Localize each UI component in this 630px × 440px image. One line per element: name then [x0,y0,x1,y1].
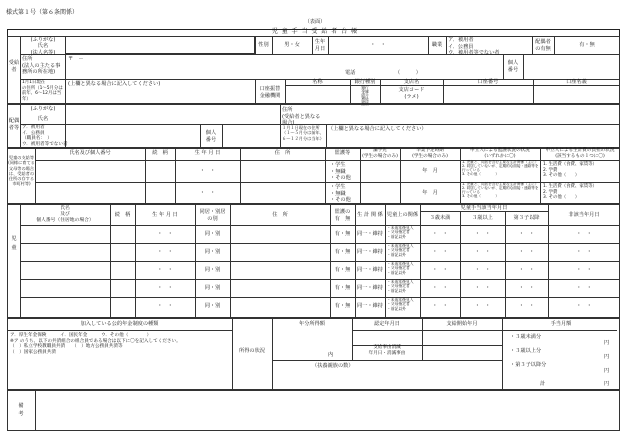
cb-row4-d3[interactable]: ・ ・ [518,285,535,291]
recipient-name-label: 氏名 (法人名等) [30,43,56,56]
children-b-side-label: 児 童 [11,236,33,251]
cb-col-cohabit: 同居・別居 の別 [199,209,226,222]
ca-col-school: 論学先 (学生の場合のみ) [362,148,398,159]
decision-label: 年分所得額 [299,321,325,327]
cb-row2-d2[interactable]: ・ ・ [474,249,491,255]
yen-under3: 円 [604,340,610,346]
spouse-address-field[interactable] [322,105,619,123]
ca-row2-grad[interactable]: 年 月 [422,190,438,196]
sex-value[interactable]: 男・女 [284,42,300,48]
spouse-label: 配偶者 の有無 [535,39,551,52]
cb-row1-d4[interactable]: ・ ・ [576,231,592,237]
cb-row2-d3[interactable]: ・ ・ [518,249,535,255]
ca-row2-burden-options[interactable]: 1. 生活費（食費、家賃等） 2. 学費 3. その他（ ） [543,184,597,200]
bank-label: 口座振替 金融機関 [259,86,281,99]
ca-col-care-status: 申立人による監護状況の状況 (いずれかに〇) [470,148,530,159]
cb-row4-d2[interactable]: ・ ・ [474,285,491,291]
recipient-side-label: 受給者 [8,60,20,73]
branch-code-label: 支店コード [398,87,425,93]
cb-row2-rel[interactable]: ・未成年後見人 ・父母指定者 ・前記以外 [387,243,414,257]
bank-col-type: 銀行種別 [354,79,376,85]
monthly-item-under3: ・３歳未満分 [510,334,542,340]
postal-mark: 〒 － [68,56,84,62]
spouse-jan-address-label: １月１日現在の住所 （１～５月分は前年、６～１２月分は当年） [282,125,324,141]
individual-no-field[interactable] [523,54,620,79]
cb-row3-d2[interactable]: ・ ・ [474,267,491,273]
cb-row4-life[interactable]: 同一・維持 [357,285,383,291]
recipient-kana-label: (ふりがな) [30,37,56,43]
sex-label: 性別 [258,42,269,48]
spouse-individual-no-field[interactable] [222,124,280,148]
branch-code-value[interactable]: (ラメ) [404,94,419,100]
cb-col-name: 氏名 及び 個人番号（住居地の場合） [36,206,94,223]
monthly-label: 手当月額 [550,321,572,327]
change-label: 支給事由消滅 年月日・消滅事由 [368,345,406,356]
cb-row3-d3[interactable]: ・ ・ [518,267,535,273]
bank-col-name: 名称 [312,79,323,85]
individual-no-label: 個人 番号 [507,60,519,73]
cb-row2-date[interactable]: ・ ・ [157,249,173,255]
cb-row1-care[interactable]: 有・無 [334,231,351,237]
cb-row5-care[interactable]: 有・無 [334,303,351,309]
spouse-address-label: 住所 (受給者と異なる場合) [282,107,321,126]
monthly-item-third: ・第３子以降分 [510,362,547,368]
cb-row1-date[interactable]: ・ ・ [157,231,173,237]
cb-sub-col-over3: ３歳以上 [472,215,493,221]
ca-row1-burden-options[interactable]: 1. 生活費（食費、家賃等） 2. 学費 3. その他（ ） [543,162,597,178]
address-label: 住所 (法人の主たる事務所の所在地) [22,56,61,75]
cb-sub-col-under3: ３歳未満 [429,215,451,221]
bank-col-account: 口座番号 [477,79,499,85]
spouse-value[interactable]: 有・無 [579,42,595,48]
cb-row2-cohabit[interactable]: 同・別 [204,249,221,255]
result-label: 所得の状況 [239,348,265,354]
job-options[interactable]: ア．被用者 イ．公務員 ウ．被用者等でない者 [448,37,500,56]
cb-col-eligible: 児童手当該当年月日 [460,205,508,211]
cb-row2-care[interactable]: 有・無 [334,249,351,255]
cb-row5-d3[interactable]: ・ ・ [518,303,535,309]
cb-row1-rel[interactable]: ・未成年後見人 ・父母指定者 ・前記以外 [387,225,414,239]
cb-row5-d4[interactable]: ・ ・ [576,303,592,309]
birth-value[interactable]: ・ ・ [370,42,386,48]
form-number: 様式第１号（第６条関係） [6,9,79,16]
cb-row2-d4[interactable]: ・ ・ [576,249,592,255]
cb-row2-life[interactable]: 同一・維持 [357,249,383,255]
cb-row1-cohabit[interactable]: 同・別 [204,231,221,237]
total-label: 計 [540,381,546,387]
ca-row2-date[interactable]: ・ ・ [199,190,216,196]
cb-col-relation: 児童上の関係 [386,212,419,218]
spouse-kana-label: (ふりがな) [30,106,56,112]
bank-col-branch: 支店名 [403,79,420,85]
ca-row2-status[interactable]: ・学生 ・無職 ・その他 [330,184,351,203]
cb-row3-care[interactable]: 有・無 [334,267,351,273]
ca-row1-care-options[interactable]: 1. 児童と、同居を含む主要な生計関係（主に） 2. 同居していないが、定期的な面接・連絡等を行っている 3. その他（ ） [462,160,539,176]
ca-row1-status[interactable]: ・学生 ・無職 ・その他 [330,162,351,181]
cb-col-address: 住 所 [272,212,288,218]
jan-address-note: (上欄と異なる場合に記入してください) [68,81,161,87]
page-title: 児 童 手 当 受 給 者 台 帳 [271,28,359,35]
spouse-name-label: 氏名 [37,116,49,122]
cb-row1-d2[interactable]: ・ ・ [474,231,491,237]
cb-row1-d3[interactable]: ・ ・ [518,231,535,237]
address-field[interactable] [66,55,503,78]
bank-types[interactable]: 銀行 金庫 組合 農協 漁協 [361,85,369,106]
cb-row1-d1[interactable]: ・ ・ [432,231,448,237]
spouse-individual-no-label: 個人 番号 [205,130,217,143]
cb-sub-col-third: 第３子以降 [513,215,540,221]
cb-row2-d1[interactable]: ・ ・ [432,249,448,255]
cb-col-rel: 続 柄 [114,212,131,218]
cb-row5-date[interactable]: ・ ・ [157,303,173,309]
yen-third: 円 [604,368,610,374]
cb-row5-d1[interactable]: ・ ・ [432,303,448,309]
yen-total: 円 [604,381,610,387]
children-a-side-label: 児童の支給等 (同様に育てる父母等の場合は、受給者の住所の存する市町村等) [8,155,35,187]
cb-row3-life[interactable]: 同一・維持 [357,267,383,273]
payment-start-label: 支給開始年月 [446,321,478,327]
cb-col-birth: 生 年 月 日 [152,212,178,218]
cb-row4-d4[interactable]: ・ ・ [576,285,592,291]
dependents-label: （扶養親族の数） [312,363,354,369]
yen-over3: 円 [604,354,610,360]
phone-label: 電話 [345,70,356,76]
spouse-side-label: 配偶者等 [8,118,20,131]
cb-row3-rel[interactable]: ・未成年後見人 ・父母指定者 ・前記以外 [387,261,414,275]
bank-col-holder: 口座名義 [566,79,587,85]
cb-row5-life[interactable]: 同一・維持 [357,303,383,309]
cb-row1-life[interactable]: 同一・維持 [357,231,383,237]
pension-options[interactable]: ア．厚生年金保険 イ．国民年金 ウ．その他（ ） ※ア のうち、以下の共済組合の組合員である場合は以下に〇を記入してください。 （ ）私立学校教職員共済 （ ）地方公務員共済等 （ ）国家公務員共済 [10,333,181,356]
cb-row3-date[interactable]: ・ ・ [157,267,173,273]
cb-row4-cohabit[interactable]: 同・別 [204,285,221,291]
cb-row4-d1[interactable]: ・ ・ [432,285,448,291]
cb-row3-d1[interactable]: ・ ・ [432,267,448,273]
cb-row5-d2[interactable]: ・ ・ [474,303,491,309]
ca-row1-grad[interactable]: 年 月 [422,168,438,174]
remarks-label: 備 考 [18,403,24,418]
cb-row4-rel[interactable]: ・未成年後見人 ・父母指定者 ・前記以外 [387,279,414,293]
ca-col-grad: 卒業予定時期 (学生の場合のみ) [412,148,448,159]
ca-col-burden: 申立人による生計費の負担の状況 (該当するもの１つに〇) [545,148,615,159]
job-label: 職業 [431,42,443,48]
ca-col-care: 監護等 [334,150,351,156]
cb-row3-cohabit[interactable]: 同・別 [204,267,221,273]
ca-col-birth: 生 年 月 日 [194,150,221,156]
ca-col-name: 氏名及び個人番号 [69,150,111,156]
pension-label: 加入している公的年金制度の種類 [80,321,159,327]
cb-col-life: 生 計 関 係 [357,212,383,218]
remarks-field[interactable] [36,391,619,430]
spouse-job-options[interactable]: ア．被用者 イ．公務員 （職員名： ） ウ．被用者等でない者 [22,125,68,148]
spouse-jan-address-note: （上欄と異なる場合に記入してください） [328,126,427,132]
recipient-name-field[interactable] [65,36,255,54]
cb-col-care: 監護の 有 無 [334,209,351,222]
birth-label: 生年 月日 [314,39,326,52]
cb-col-ineligible: 非該当年月日 [568,212,600,218]
cb-row5-cohabit[interactable]: 同・別 [204,303,221,309]
jan-address-label: 1月1日現在 の住所（1～5月分は前年、6～12月は当年） [22,80,63,102]
cb-row4-date[interactable]: ・ ・ [157,285,173,291]
ca-row1-date[interactable]: ・ ・ [199,168,216,174]
kana-note: （表面） [304,19,326,25]
ca-col-address: 住 所 [274,150,291,156]
ca-row2-care-options[interactable]: 1. 児童と、同居を含む主要な生計関係（主に） 2. 同居していないが、定期的な面接・連絡等を行っている 3. その他（ ） [462,182,539,198]
cb-row4-care[interactable]: 有・無 [334,285,351,291]
cb-row5-rel[interactable]: ・未成年後見人 ・父母指定者 ・前記以外 [387,297,414,311]
phone-value[interactable]: （ ） [395,70,421,76]
cb-row3-d4[interactable]: ・ ・ [576,267,592,273]
recognition-label: 認定年月日 [374,321,400,327]
inner-label: 内 [328,352,334,358]
monthly-item-over3: ・３歳以上分 [510,348,542,354]
ca-col-rel: 続 柄 [152,150,168,156]
